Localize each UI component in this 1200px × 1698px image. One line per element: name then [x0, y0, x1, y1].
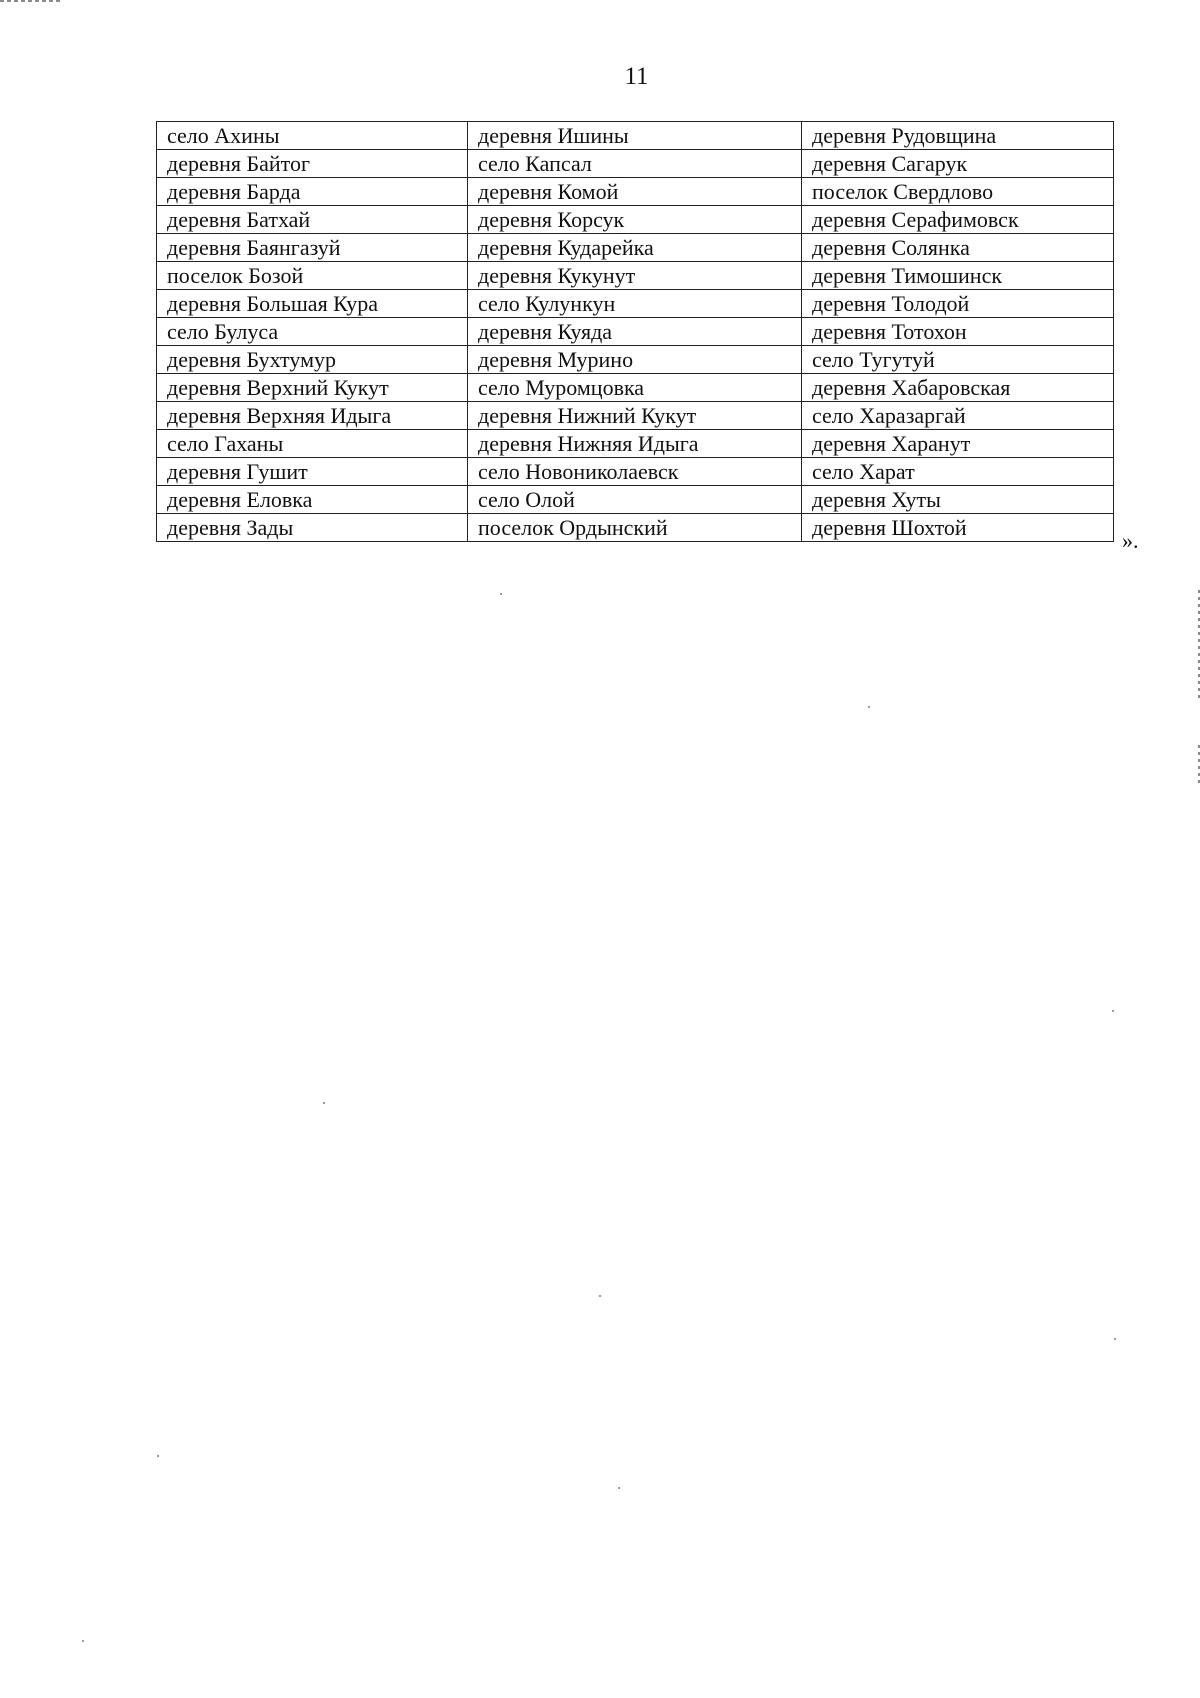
table-row: [157, 290, 1114, 318]
table-cell: поселок Ордынский: [468, 514, 802, 542]
table-cell: деревня Куяда: [468, 318, 802, 346]
table-cell: село Кулункун: [468, 290, 802, 318]
scan-speck: [500, 593, 502, 595]
table-cell: деревня Хабаровская: [802, 374, 1114, 402]
table-cell: деревня Харанут: [802, 430, 1114, 458]
table-cell: село Муромцовка: [468, 374, 802, 402]
table-cell: деревня Сагарук: [802, 150, 1114, 178]
scan-speck: [82, 1640, 84, 1642]
table-cell: деревня Толодой: [802, 290, 1114, 318]
table-row: [157, 514, 1114, 542]
scan-speck: [599, 1295, 601, 1297]
table-cell: село Капсал: [468, 150, 802, 178]
table-cell: деревня Комой: [468, 178, 802, 206]
table-cell: деревня Кукунут: [468, 262, 802, 290]
table-cell: поселок Бозой: [157, 262, 468, 290]
table-row: [157, 122, 1114, 150]
table-row: [157, 402, 1114, 430]
table-cell: поселок Свердлово: [802, 178, 1114, 206]
table-row: [157, 318, 1114, 346]
table-row: [157, 178, 1114, 206]
table-cell: деревня Серафимовск: [802, 206, 1114, 234]
table-row: [157, 346, 1114, 374]
closing-quote-mark: ».: [1122, 528, 1139, 553]
table-cell: село Харазаргай: [802, 402, 1114, 430]
table-cell: деревня Тимошинск: [802, 262, 1114, 290]
table-cell: деревня Большая Кура: [157, 290, 468, 318]
table-cell: деревня Зады: [157, 514, 468, 542]
table-cell: деревня Корсук: [468, 206, 802, 234]
table-row: [157, 150, 1114, 178]
table-row: [157, 206, 1114, 234]
scan-speck: [323, 1102, 325, 1104]
table-cell: деревня Верхний Кукут: [157, 374, 468, 402]
table-row: [157, 374, 1114, 402]
table-cell: деревня Нижний Кукут: [468, 402, 802, 430]
table-cell: деревня Рудовщина: [802, 122, 1114, 150]
table-cell: деревня Верхняя Идыга: [157, 402, 468, 430]
table-cell: деревня Шохтой: [802, 514, 1114, 542]
table-cell: деревня Нижняя Идыга: [468, 430, 802, 458]
table-row: [157, 262, 1114, 290]
table-cell: деревня Солянка: [802, 234, 1114, 262]
table-cell: деревня Ишины: [468, 122, 802, 150]
table-cell: село Новониколаевск: [468, 458, 802, 486]
table-cell: село Тугутуй: [802, 346, 1114, 374]
settlements-table: [156, 121, 1114, 542]
table-cell: деревня Батхай: [157, 206, 468, 234]
table-row: [157, 430, 1114, 458]
table-cell: село Олой: [468, 486, 802, 514]
table-cell: село Ахины: [157, 122, 468, 150]
scan-artifact-top: [0, 0, 60, 2]
table-cell: деревня Гушит: [157, 458, 468, 486]
scan-speck: [157, 1455, 159, 1457]
table-cell: село Булуса: [157, 318, 468, 346]
table-cell: деревня Кударейка: [468, 234, 802, 262]
table-cell: деревня Хуты: [802, 486, 1114, 514]
table-cell: деревня Тотохон: [802, 318, 1114, 346]
table-cell: деревня Барда: [157, 178, 468, 206]
scan-speck: [1112, 1010, 1114, 1012]
page-number: 11: [624, 63, 649, 90]
table-cell: деревня Баянгазуй: [157, 234, 468, 262]
table-row: [157, 486, 1114, 514]
table-cell: деревня Байтог: [157, 150, 468, 178]
table-cell: село Харат: [802, 458, 1114, 486]
table-row: [157, 458, 1114, 486]
table-cell: деревня Мурино: [468, 346, 802, 374]
table-row: [157, 234, 1114, 262]
table-cell: деревня Бухтумур: [157, 346, 468, 374]
table-cell: село Гаханы: [157, 430, 468, 458]
scan-speck: [618, 1487, 620, 1489]
scan-speck: [868, 706, 870, 708]
table-cell: деревня Еловка: [157, 486, 468, 514]
scan-speck: [1114, 1338, 1116, 1340]
